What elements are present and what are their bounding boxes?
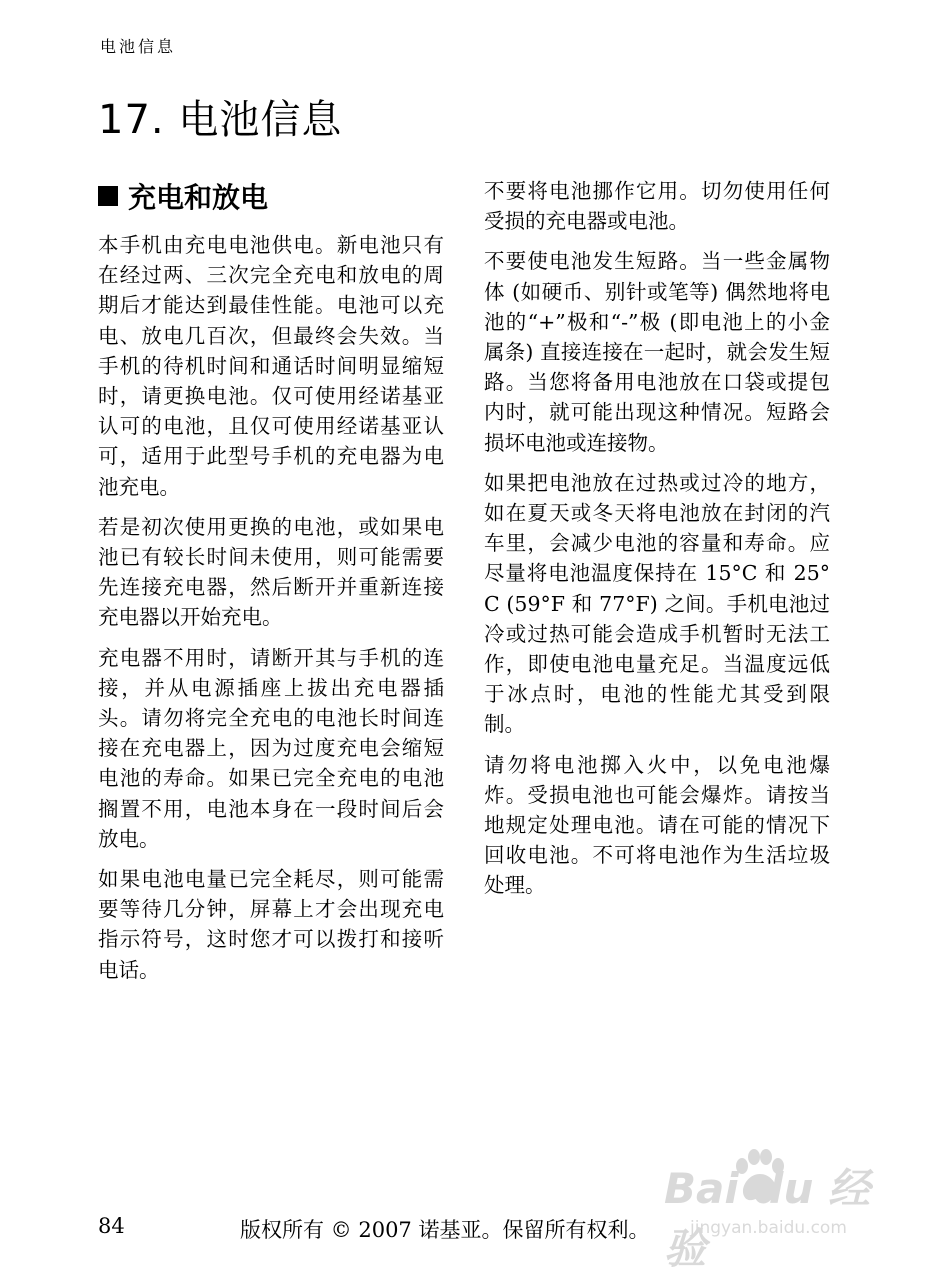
page-number: 84 <box>98 1214 125 1238</box>
paragraph: 充电器不用时，请断开其与手机的连接，并从电源插座上拔出充电器插头。请勿将完全充电的电池长时间连接在充电器上，因为过度充电会缩短电池的寿命。如果已完全充电的电池搁置不用，电池本身在一段时间后会放电。 <box>98 645 444 851</box>
section-heading <box>98 176 444 216</box>
running-header: 电池信息 <box>100 37 177 56</box>
paragraph: 本手机由充电电池供电。新电池只有在经过两、三次完全充电和放电的周期后才能达到最佳性能。电池可以充电、放电几百次，但最终会失效。当手机的待机时间和通话时间明显缩短时，请更换电池。仅可使用经诺基亚认可的电池，且仅可使用经诺基亚认可，适用于此型号手机的充电器为电池充电。 <box>98 233 444 499</box>
paragraph: 不要将电池挪作它用。切勿使用任何受损的充电器或电池。 <box>484 179 830 234</box>
paragraph: 如果电池电量已完全耗尽，则可能需要等待几分钟，屏幕上才会出现充电指示符号，这时您才可以拨打和接听电话。 <box>98 867 444 982</box>
watermark-url: jingyan.baidu.com <box>690 1218 847 1238</box>
right-column <box>484 176 830 911</box>
paragraph: 若是初次使用更换的电池，或如果电池已有较长时间未使用，则可能需要先连接充电器，然后断开并重新连接充电器以开始充电。 <box>98 514 444 630</box>
left-column <box>98 176 444 995</box>
paragraph: 如果把电池放在过热或过冷的地方，如在夏天或冬天将电池放在封闭的汽车里，会减少电池的容量和寿命。应尽量将电池温度保持在 15°C 和 25°C (59°F 和 77°F) 之间。手机电池过冷或过热可能会造成手机暂时无法工作，即使电池电量充足。当温度远低于冰点时，电池的性能尤其受到限制。 <box>484 470 830 737</box>
baidu-watermark <box>650 1140 890 1273</box>
paragraph: 请勿将电池掷入火中，以免电池爆炸。受损电池也可能会爆炸。请按当地规定处理电池。请在可能的情况下回收电池。不可将电池作为生活垃圾处理。 <box>484 752 830 898</box>
section-heading-text: 充电和放电 <box>128 181 269 214</box>
watermark-logo-text: Bai du 经验 <box>664 1164 870 1273</box>
copyright-notice: 版权所有 © 2007 诺基亚。保留所有权利。 <box>240 1218 650 1242</box>
chapter-title: 17. 电池信息 <box>98 97 343 143</box>
paragraph: 不要使电池发生短路。当一些金属物体 (如硬币、别针或笔等) 偶然地将电池的“+”极和“-”极 (即电池上的小金属条) 直接连接在一起时，就会发生短路。当您将备用电池放在口袋或提包内时，就可能出现这种情况。短路会损坏电池或连接物。 <box>484 249 830 455</box>
square-bullet-icon <box>98 186 118 206</box>
